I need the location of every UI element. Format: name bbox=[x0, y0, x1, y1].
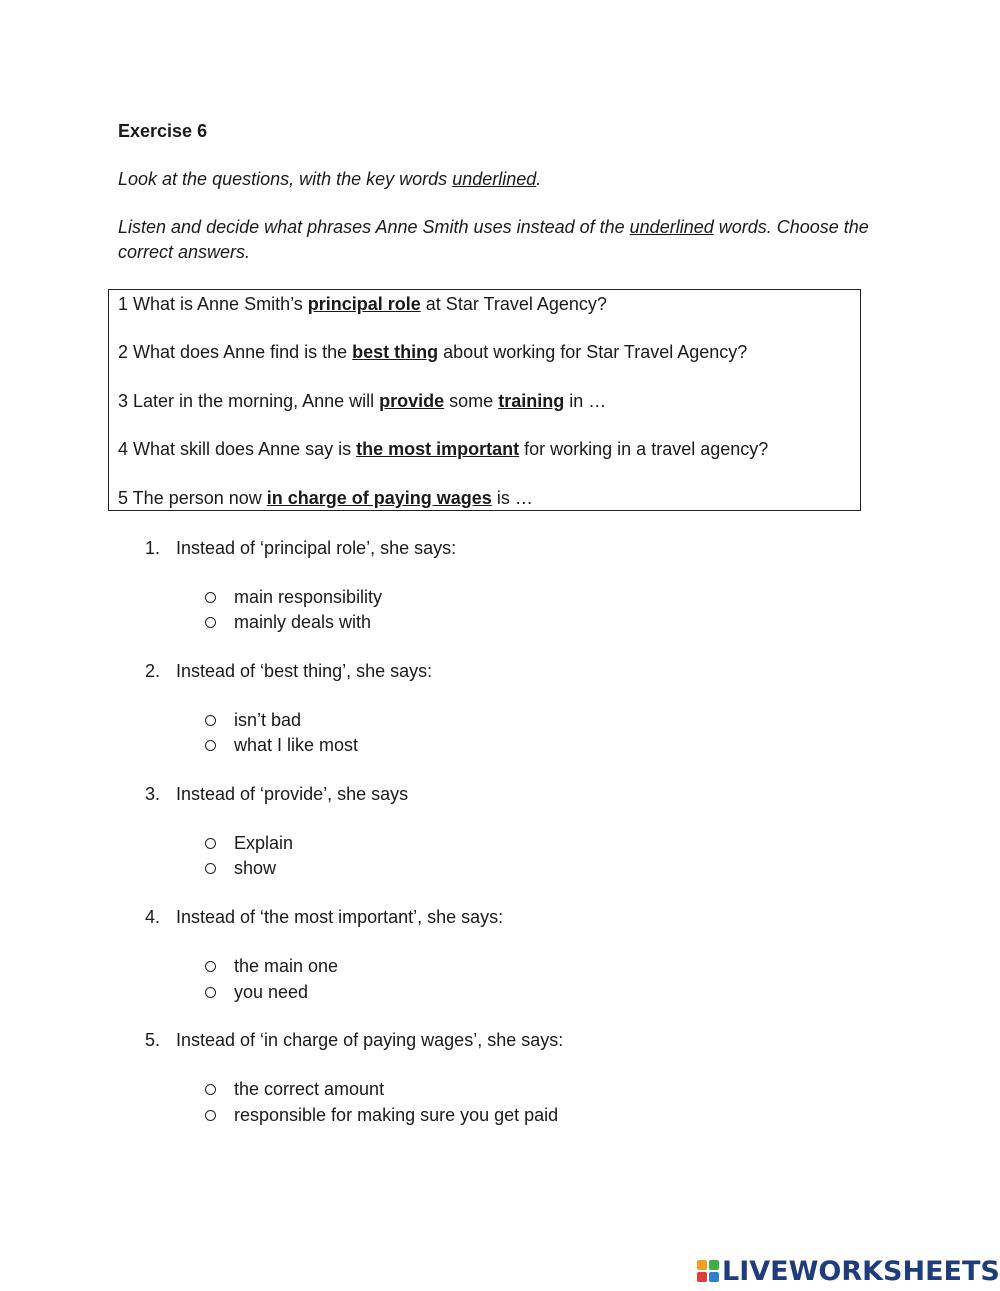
radio-circle-icon[interactable] bbox=[205, 592, 216, 603]
question-1-key-words: principal role bbox=[307, 294, 421, 314]
question-5-end: is … bbox=[491, 488, 533, 508]
logo-block bbox=[697, 1272, 707, 1282]
option-label: Explain bbox=[234, 833, 294, 853]
item-2-option-2[interactable] bbox=[205, 733, 358, 757]
option-label: the main one bbox=[234, 956, 339, 976]
item-5-option-1[interactable] bbox=[205, 1077, 384, 1101]
item-5-prompt bbox=[145, 1028, 563, 1052]
exercise-title: Exercise 6 bbox=[118, 121, 208, 141]
item-1-option-1[interactable] bbox=[205, 585, 382, 609]
option-label: the correct amount bbox=[234, 1079, 385, 1099]
question-4-key-words: the most important bbox=[356, 439, 520, 459]
instruction-1-text: Look at the questions, with the key words bbox=[118, 169, 453, 189]
logo-blocks-icon bbox=[697, 1260, 719, 1282]
instruction-1-underlined: underlined bbox=[452, 169, 537, 189]
question-4 bbox=[118, 437, 768, 461]
option-label: responsible for making sure you get paid bbox=[234, 1105, 559, 1125]
question-3 bbox=[118, 389, 606, 413]
question-5-text: 5 The person now bbox=[118, 488, 267, 508]
item-3-option-2[interactable] bbox=[205, 856, 276, 880]
item-4-option-1[interactable] bbox=[205, 954, 338, 978]
instruction-1-end: . bbox=[536, 169, 542, 189]
item-1-number: 1. bbox=[145, 538, 161, 558]
question-2-text: 2 What does Anne find is the bbox=[118, 342, 353, 362]
item-3-number: 3. bbox=[145, 784, 161, 804]
radio-circle-icon[interactable] bbox=[205, 1084, 216, 1095]
question-5 bbox=[118, 486, 533, 510]
logo-block bbox=[697, 1260, 707, 1270]
question-3-text: 3 Later in the morning, Anne will bbox=[118, 391, 380, 411]
radio-circle-icon[interactable] bbox=[205, 740, 216, 751]
option-label: isn’t bad bbox=[234, 710, 302, 730]
item-4-option-2[interactable] bbox=[205, 980, 308, 1004]
item-4-prompt bbox=[145, 905, 503, 929]
question-4-text: 4 What skill does Anne say is bbox=[118, 439, 357, 459]
option-label: you need bbox=[234, 982, 309, 1002]
item-2-number: 2. bbox=[145, 661, 161, 681]
item-2-prompt-text: Instead of ‘best thing’, she says: bbox=[176, 661, 433, 681]
liveworksheets-logo bbox=[697, 1256, 1000, 1286]
logo-text: LIVEWORKSHEETS bbox=[722, 1255, 1000, 1287]
option-label: show bbox=[234, 858, 277, 878]
instruction-line-2 bbox=[118, 215, 893, 265]
item-1-prompt-text: Instead of ‘principal role’, she says: bbox=[176, 538, 457, 558]
radio-circle-icon[interactable] bbox=[205, 987, 216, 998]
item-1-prompt bbox=[145, 536, 456, 560]
radio-circle-icon[interactable] bbox=[205, 863, 216, 874]
questions-box bbox=[108, 289, 861, 511]
radio-circle-icon[interactable] bbox=[205, 1110, 216, 1121]
option-label: what I like most bbox=[234, 735, 359, 755]
instruction-2-text: Listen and decide what phrases Anne Smith uses instead of the bbox=[118, 217, 630, 237]
item-4-prompt-text: Instead of ‘the most important’, she says: bbox=[176, 907, 504, 927]
item-2-prompt bbox=[145, 659, 432, 683]
item-2-option-1[interactable] bbox=[205, 708, 301, 732]
question-1-text: 1 What is Anne Smith’s bbox=[118, 294, 308, 314]
item-3-prompt bbox=[145, 782, 408, 806]
question-3-middle: some bbox=[444, 391, 499, 411]
question-2-key-words: best thing bbox=[352, 342, 439, 362]
radio-circle-icon[interactable] bbox=[205, 961, 216, 972]
question-1-end: at Star Travel Agency? bbox=[420, 294, 607, 314]
question-3-key-word-2: training bbox=[498, 391, 565, 411]
option-label: mainly deals with bbox=[234, 612, 372, 632]
question-2 bbox=[118, 340, 747, 364]
question-3-end: in … bbox=[564, 391, 607, 411]
item-5-option-2[interactable] bbox=[205, 1103, 558, 1127]
question-1 bbox=[118, 292, 607, 316]
instruction-2-underlined: underlined bbox=[629, 217, 714, 237]
question-4-end: for working in a travel agency? bbox=[519, 439, 769, 459]
radio-circle-icon[interactable] bbox=[205, 838, 216, 849]
logo-block bbox=[709, 1260, 719, 1270]
question-2-end: about working for Star Travel Agency? bbox=[438, 342, 748, 362]
item-5-prompt-text: Instead of ‘in charge of paying wages’, she says: bbox=[176, 1030, 564, 1050]
item-1-option-2[interactable] bbox=[205, 610, 371, 634]
radio-circle-icon[interactable] bbox=[205, 617, 216, 628]
logo-block bbox=[709, 1272, 719, 1282]
item-4-number: 4. bbox=[145, 907, 161, 927]
item-3-prompt-text: Instead of ‘provide’, she says bbox=[176, 784, 409, 804]
radio-circle-icon[interactable] bbox=[205, 715, 216, 726]
option-label: main responsibility bbox=[234, 587, 383, 607]
instruction-line-1 bbox=[118, 167, 878, 192]
instruction-2-end: words. Choose the correct answers. bbox=[118, 217, 869, 262]
item-5-number: 5. bbox=[145, 1030, 161, 1050]
question-5-key-words: in charge of paying wages bbox=[266, 488, 492, 508]
item-3-option-1[interactable] bbox=[205, 831, 293, 855]
question-3-key-word-1: provide bbox=[379, 391, 445, 411]
